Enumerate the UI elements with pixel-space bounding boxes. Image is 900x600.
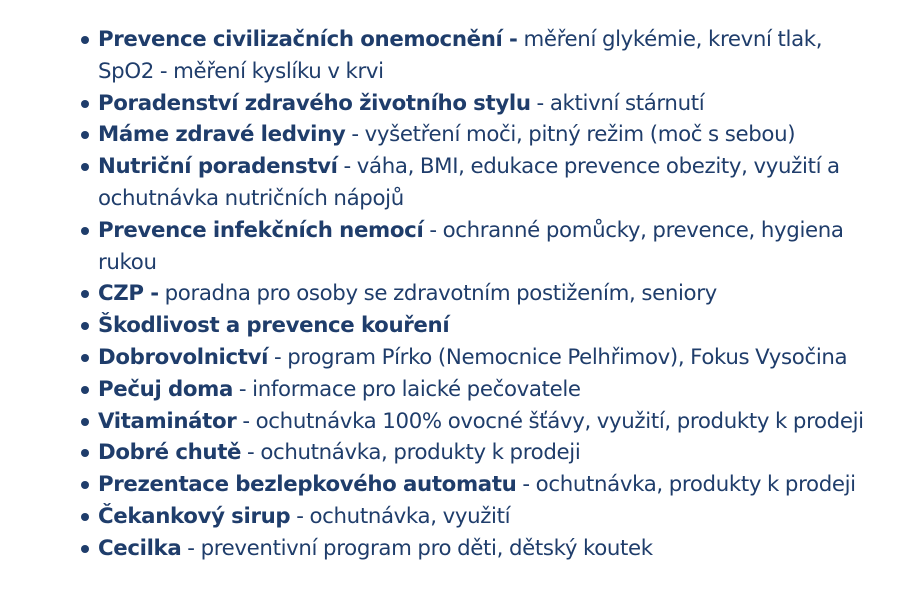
bullet-icon: [81, 131, 89, 139]
item-text: - program Pírko (Nemocnice Pelhřimov), Fokus Vysočina: [268, 344, 848, 370]
bullet-icon: [81, 386, 89, 394]
item-title: Čekankový sirup: [98, 503, 291, 529]
bullet-icon: [81, 100, 89, 108]
item-text: - informace pro laické pečovatele: [233, 376, 581, 402]
list-item: [98, 24, 880, 88]
bullet-icon: [81, 354, 89, 362]
bullet-icon: [81, 545, 89, 553]
list-item: [98, 437, 880, 469]
list-item: [98, 533, 880, 565]
list-item: [98, 406, 880, 438]
list-item: [98, 215, 880, 279]
item-title: Dobrovolnictví: [98, 344, 269, 370]
item-title: Vitaminátor: [98, 408, 237, 434]
bullet-icon: [81, 322, 89, 330]
list-item: [98, 151, 880, 215]
item-title: Dobré chutě: [98, 440, 242, 466]
item-title: Cecilka: [98, 535, 182, 561]
bullet-icon: [81, 163, 89, 171]
item-text: - váha, BMI, edukace prevence obezity, využití a: [337, 154, 840, 180]
list-item: [98, 374, 880, 406]
item-text-continued: rukou: [98, 249, 157, 275]
item-text: - ochranné pomůcky, prevence, hygiena: [423, 217, 844, 243]
item-text: měření glykémie, krevní tlak,: [517, 27, 823, 52]
item-title: Prevence civilizačních onemocnění -: [98, 27, 518, 52]
bullet-icon: [81, 36, 89, 44]
list-item: [98, 278, 880, 310]
item-text: - aktivní stárnutí: [530, 90, 705, 116]
item-text: - vyšetření moči, pitný režim (moč s sebou): [345, 122, 796, 148]
list-item: [98, 342, 880, 374]
list-item: [98, 501, 880, 533]
topic-list: [98, 24, 880, 565]
item-text-continued: SpO2 - měření kyslíku v krvi: [98, 58, 384, 84]
item-title: Prevence infekčních nemocí: [98, 217, 424, 243]
item-text: - ochutnávka, produkty k prodeji: [241, 440, 581, 466]
list-item: [98, 310, 880, 342]
list-item: [98, 88, 880, 120]
item-text: poradna pro osoby se zdravotním postižením, seniory: [158, 281, 717, 307]
bullet-icon: [81, 227, 89, 235]
list-item: [98, 469, 880, 501]
bullet-icon: [81, 481, 89, 489]
bullet-icon: [81, 290, 89, 298]
item-title: Pečuj doma: [98, 376, 233, 402]
item-title: CZP -: [98, 281, 159, 307]
list-item: [98, 119, 880, 151]
item-text: - ochutnávka, produkty k prodeji: [516, 472, 856, 498]
item-title: Prezentace bezlepkového automatu: [98, 472, 517, 498]
bullet-icon: [81, 513, 89, 521]
bullet-icon: [81, 418, 89, 426]
item-title: Máme zdravé ledviny: [98, 122, 346, 148]
item-text-continued: ochutnávka nutričních nápojů: [98, 185, 404, 211]
item-text: - ochutnávka, využití: [290, 503, 511, 529]
bullet-icon: [81, 449, 89, 457]
item-text: - preventivní program pro děti, dětský koutek: [181, 535, 653, 561]
item-title: Poradenství zdravého životního stylu: [98, 90, 531, 116]
item-text: - ochutnávka 100% ovocné šťávy, využití, produkty k prodeji: [236, 408, 864, 434]
item-title: Škodlivost a prevence kouření: [98, 313, 450, 339]
item-title: Nutriční poradenství: [98, 154, 338, 180]
